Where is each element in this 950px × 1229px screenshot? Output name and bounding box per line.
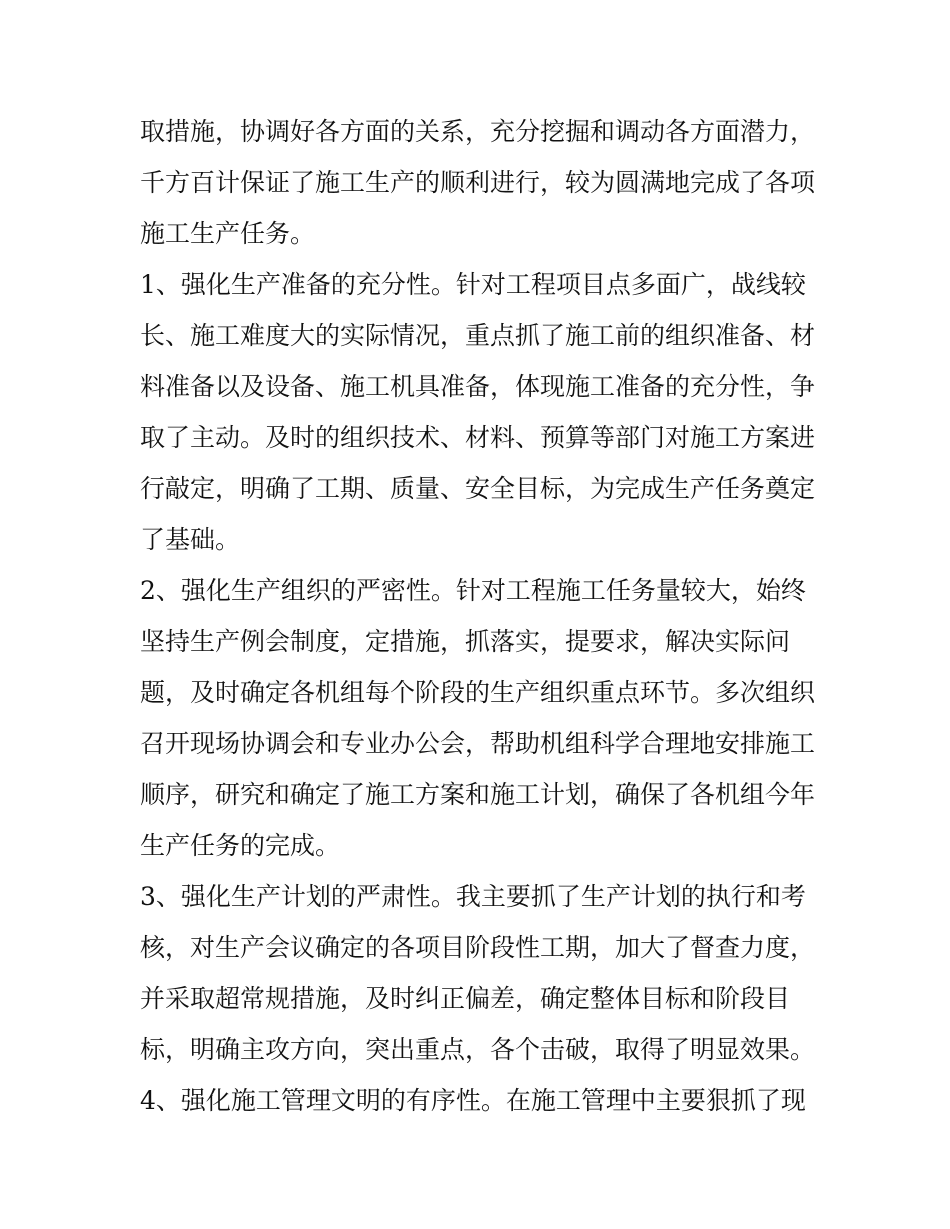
text-line: 长、施工难度大的实际情况，重点抓了施工前的组织准备、材 [140, 321, 816, 350]
text-line: 核，对生产会议确定的各项目阶段性工期，加大了督查力度， [140, 933, 816, 962]
text-line: 了基础。 [140, 525, 241, 554]
text-line: 生产任务的完成。 [140, 831, 341, 860]
text-line: 3、强化生产计划的严肃性。我主要抓了生产计划的执行和考 [140, 882, 806, 911]
text-line: 并采取超常规措施，及时纠正偏差，确定整体目标和阶段目 [140, 984, 791, 1013]
text-line: 顺序，研究和确定了施工方案和施工计划，确保了各机组今年 [140, 780, 816, 809]
text-line: 4、强化施工管理文明的有序性。在施工管理中主要狠抓了现 [140, 1086, 806, 1115]
document-body [140, 106, 820, 1126]
text-line: 施工生产任务。 [140, 219, 316, 248]
text-line: 料准备以及设备、施工机具准备，体现施工准备的充分性，争 [140, 372, 816, 401]
paragraph-item-3 [140, 871, 820, 1075]
text-line: 取了主动。及时的组织技术、材料、预算等部门对施工方案进 [140, 423, 816, 452]
paragraph-item-1 [140, 259, 820, 565]
text-line: 题，及时确定各机组每个阶段的生产组织重点环节。多次组织 [140, 678, 816, 707]
text-line: 2、强化生产组织的严密性。针对工程施工任务量较大，始终 [140, 576, 806, 605]
text-line: 行敲定，明确了工期、质量、安全目标，为完成生产任务奠定 [140, 474, 816, 503]
paragraph-intro [140, 106, 820, 259]
text-line: 取措施，协调好各方面的关系，充分挖掘和调动各方面潜力， [140, 117, 816, 146]
text-line: 召开现场协调会和专业办公会，帮助机组科学合理地安排施工 [140, 729, 816, 758]
text-line: 标，明确主攻方向，突出重点，各个击破，取得了明显效果。 [140, 1035, 816, 1064]
paragraph-item-2 [140, 565, 820, 871]
text-line: 坚持生产例会制度，定措施，抓落实，提要求，解决实际问 [140, 627, 791, 656]
text-line: 1、强化生产准备的充分性。针对工程项目点多面广，战线较 [140, 270, 806, 299]
paragraph-item-4 [140, 1075, 820, 1126]
text-line: 千方百计保证了施工生产的顺利进行，较为圆满地完成了各项 [140, 168, 816, 197]
